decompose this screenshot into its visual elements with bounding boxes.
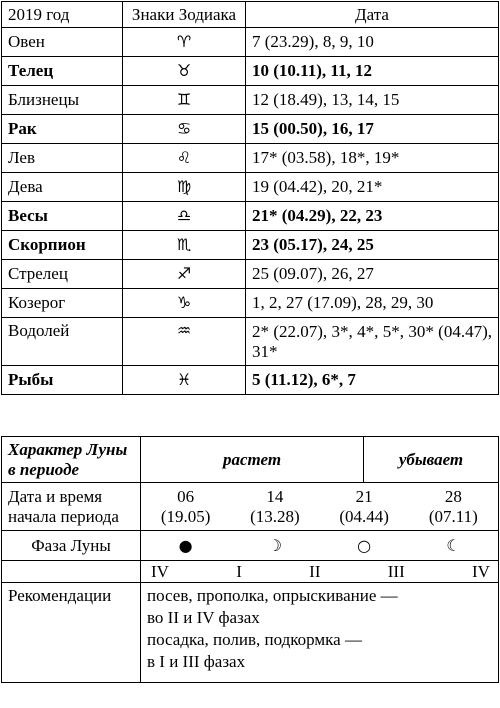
sign-name: Водолей	[2, 318, 123, 366]
zodiac-row-sagittarius	[2, 260, 499, 289]
capricorn-icon: ♑︎	[123, 289, 246, 318]
sign-dates: 12 (18.49), 13, 14, 15	[246, 86, 499, 115]
recommendation-line: посадка, полив, подкормка —	[147, 630, 362, 649]
full-moon-icon: ●	[178, 535, 193, 555]
zodiac-header-row	[2, 2, 499, 28]
sign-dates: 19 (04.42), 20, 21*	[246, 173, 499, 202]
recommendations-text	[141, 583, 499, 683]
phase-number: IV	[472, 561, 490, 581]
sign-name: Лев	[2, 144, 123, 173]
zodiac-row-aquarius	[2, 318, 499, 366]
virgo-icon: ♍︎	[123, 173, 246, 202]
sign-name: Стрелец	[2, 260, 123, 289]
last-quarter-icon: ☾︎	[446, 535, 461, 555]
pisces-icon: ♓︎	[123, 366, 246, 395]
zodiac-row-scorpio	[2, 231, 499, 260]
sign-name: Овен	[2, 28, 123, 57]
zodiac-row-gemini	[2, 86, 499, 115]
zodiac-row-cancer	[2, 115, 499, 144]
sign-dates: 23 (05.17), 24, 25	[246, 231, 499, 260]
period-row	[2, 483, 499, 531]
period-4: 28 (07.11)	[428, 486, 478, 526]
zodiac-row-virgo	[2, 173, 499, 202]
cancer-icon: ♋︎	[123, 115, 246, 144]
aquarius-icon: ♒︎	[123, 318, 246, 366]
sign-name: Дева	[2, 173, 123, 202]
recommendations-label: Рекомендации	[2, 583, 141, 683]
phase-number-row	[2, 561, 499, 583]
sign-name: Рак	[2, 115, 123, 144]
phase-number: I	[236, 561, 242, 581]
phase-number-spacer	[2, 561, 141, 583]
zodiac-row-taurus	[2, 57, 499, 86]
phase-label: Фаза Луны	[2, 531, 141, 561]
recommendations-row	[2, 583, 499, 683]
header-signs: Знаки Зодиака	[123, 2, 246, 28]
sign-dates: 25 (09.07), 26, 27	[246, 260, 499, 289]
libra-icon: ♎︎	[123, 202, 246, 231]
aries-icon: ♈︎	[123, 28, 246, 57]
recommendation-line: посев, прополка, опрыскивание —	[147, 586, 398, 605]
taurus-icon: ♉︎	[123, 57, 246, 86]
sign-dates: 17* (03.58), 18*, 19*	[246, 144, 499, 173]
sign-name: Скорпион	[2, 231, 123, 260]
period-cells	[141, 483, 499, 531]
phase-number: III	[387, 561, 405, 581]
recommendation-line: в I и III фазах	[147, 652, 246, 671]
zodiac-row-pisces	[2, 366, 499, 395]
waning-label: убывает	[364, 437, 499, 483]
scorpio-icon: ♏︎	[123, 231, 246, 260]
zodiac-row-aries	[2, 28, 499, 57]
period-1: 06 (19.05)	[160, 486, 211, 526]
period-2: 14 (13.28)	[250, 486, 300, 526]
moon-table	[1, 436, 499, 683]
moon-character-label: Характер Луны в периоде	[2, 437, 141, 483]
sign-name: Рыбы	[2, 366, 123, 395]
sign-name: Весы	[2, 202, 123, 231]
phase-row	[2, 531, 499, 561]
sign-dates: 15 (00.50), 16, 17	[246, 115, 499, 144]
waxing-label: растет	[141, 437, 364, 483]
period-3: 21 (04.44)	[339, 486, 389, 526]
zodiac-table	[1, 1, 499, 395]
gemini-icon: ♊︎	[123, 86, 246, 115]
sign-dates: 5 (11.12), 6*, 7	[246, 366, 499, 395]
header-year: 2019 год	[2, 2, 123, 28]
phase-number: IV	[151, 561, 169, 581]
sign-dates: 7 (23.29), 8, 9, 10	[246, 28, 499, 57]
zodiac-row-leo	[2, 144, 499, 173]
header-date: Дата	[246, 2, 499, 28]
sign-name: Козерог	[2, 289, 123, 318]
phase-number: II	[309, 561, 321, 581]
zodiac-row-libra	[2, 202, 499, 231]
sagittarius-icon: ♐︎	[123, 260, 246, 289]
new-moon-icon: ○	[357, 535, 372, 555]
sign-name: Телец	[2, 57, 123, 86]
first-quarter-icon: ☽︎	[267, 535, 283, 555]
sign-dates: 2* (22.07), 3*, 4*, 5*, 30* (04.47), 31*	[246, 318, 499, 366]
period-label: Дата и время начала периода	[2, 483, 141, 531]
leo-icon: ♌︎	[123, 144, 246, 173]
sign-dates: 1, 2, 27 (17.09), 28, 29, 30	[246, 289, 499, 318]
zodiac-row-capricorn	[2, 289, 499, 318]
sign-dates: 21* (04.29), 22, 23	[246, 202, 499, 231]
moon-character-row	[2, 437, 499, 483]
sign-name: Близнецы	[2, 86, 123, 115]
recommendation-line: во II и IV фазах	[147, 608, 260, 627]
phase-cells	[141, 531, 499, 561]
phase-numbers	[141, 561, 499, 583]
sign-dates: 10 (10.11), 11, 12	[246, 57, 499, 86]
